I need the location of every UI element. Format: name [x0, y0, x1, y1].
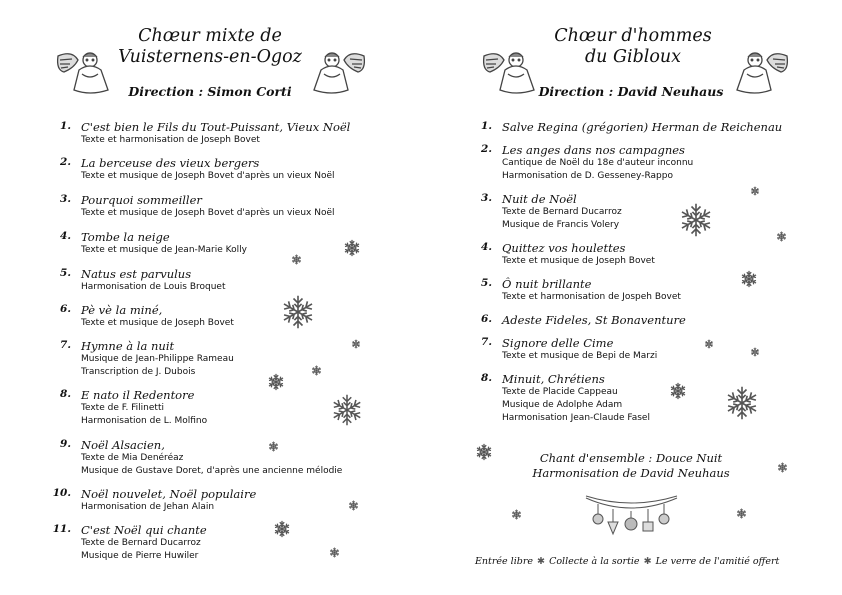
snowflake-icon [475, 443, 493, 465]
snowflake-icon [343, 239, 361, 261]
footer-apero: Le verre de l'amitié offert [655, 556, 780, 567]
snowflake-icon [776, 227, 787, 246]
piece-credit: Texte de F. Filinetti [81, 403, 164, 413]
piece-title: Pè vè la miné, [81, 303, 163, 317]
piece-credit: Musique de Francis Volery [502, 220, 620, 230]
conductor: Direction : David Neuhaus [538, 84, 724, 99]
snowflake-icon [351, 334, 361, 353]
footer-collection: Collecte à la sortie [549, 556, 640, 567]
item-number: 11. [52, 523, 71, 535]
piece-credit: Texte de Mia Denéréaz [81, 453, 184, 463]
snowflake-icon [740, 270, 758, 292]
item-number: 1. [481, 120, 492, 132]
snowflake-icon [777, 458, 788, 477]
item-number: 8. [481, 372, 492, 384]
ensemble-song [501, 451, 761, 481]
snowflake-icon [511, 505, 522, 524]
piece-title: E nato il Redentore [81, 388, 195, 402]
program-item [48, 303, 388, 330]
program-item [48, 193, 388, 220]
piece-title: C'est bien le Fils du Tout-Puissant, Vieux Noël [81, 120, 351, 134]
piece-credit: Texte et harmonisation de Jospeh Bovet [502, 292, 681, 302]
program-item [48, 230, 388, 257]
program-item [48, 438, 388, 478]
piece-title: Signore delle Cime [502, 336, 614, 350]
choir-title-line2: Vuisternens-en-Ogoz [118, 47, 302, 67]
snowflake-icon [330, 393, 364, 431]
snowflake-icon [750, 181, 760, 200]
snowflake-icon [669, 382, 687, 404]
program-item [469, 241, 809, 268]
piece-credit: Texte de Placide Cappeau [502, 387, 618, 397]
piece-title: Natus est parvulus [81, 267, 192, 281]
program-item [48, 120, 388, 147]
snowflake-icon [750, 342, 760, 361]
snowflake-icon: ✱ [537, 556, 546, 567]
piece-credit: Texte et musique de Joseph Bovet [502, 256, 655, 266]
item-number: 8. [60, 388, 71, 400]
item-number: 5. [60, 267, 71, 279]
choir-title [100, 26, 320, 68]
garland-icon [584, 492, 679, 540]
snowflake-icon [311, 361, 322, 380]
snowflake-icon [291, 250, 302, 269]
piece-title: Salve Regina (grégorien) Herman de Reichenau [502, 120, 783, 134]
ensemble-title: Chant d'ensemble : Douce Nuit [539, 451, 723, 465]
piece-credit: Texte et musique de Bepi de Marzi [502, 351, 658, 361]
piece-title: Adeste Fideles, St Bonaventure [502, 313, 686, 327]
piece-credit: Musique de Adolphe Adam [502, 400, 623, 410]
piece-title: Noël Alsacien, [81, 438, 165, 452]
snowflake-icon: ✱ [643, 556, 652, 567]
choir-title-line1: Chœur d'hommes [554, 26, 712, 46]
program-item [469, 143, 809, 183]
choir-title-line2: du Gibloux [584, 47, 682, 67]
snowflake-icon [280, 294, 316, 334]
piece-credit: Musique de Jean-Philippe Rameau [81, 354, 234, 364]
ensemble-arrangement: Harmonisation de David Neuhaus [532, 466, 730, 480]
conductor: Direction : Simon Corti [128, 84, 292, 99]
item-number: 6. [481, 313, 492, 325]
snowflake-icon [724, 385, 760, 425]
footer-free-entry: Entrée libre [475, 556, 533, 567]
piece-credit: Texte et musique de Joseph Bovet [81, 318, 234, 328]
item-number: 5. [481, 277, 492, 289]
piece-title: Nuit de Noël [502, 192, 577, 206]
item-number: 4. [60, 230, 71, 242]
piece-credit: Harmonisation de D. Gesseney-Rappo [502, 171, 673, 181]
snowflake-icon [348, 496, 359, 515]
piece-credit: Cantique de Noël du 18e d'auteur inconnu [502, 158, 694, 168]
item-number: 1. [60, 120, 71, 132]
snowflake-icon [678, 202, 714, 242]
item-number: 10. [52, 487, 71, 499]
piece-title: Ô nuit brillante [502, 277, 592, 291]
piece-credit: Musique de Pierre Huwiler [81, 551, 199, 561]
right-page [421, 0, 842, 595]
piece-credit: Texte et musique de Jean-Marie Kolly [81, 245, 247, 255]
choir-title-line1: Chœur mixte de [138, 26, 282, 46]
piece-title: Les anges dans nos campagnes [502, 143, 685, 157]
item-number: 4. [481, 241, 492, 253]
choir-title [533, 26, 733, 68]
piece-credit: Texte et musique de Joseph Bovet d'après un vieux Noël [81, 208, 335, 218]
program-item [469, 120, 809, 134]
program-item [469, 277, 809, 304]
snowflake-icon [704, 334, 714, 353]
piece-credit: Texte de Bernard Ducarroz [502, 207, 622, 217]
item-number: 2. [481, 143, 492, 155]
footer-info [475, 556, 779, 567]
piece-credit: Texte et musique de Joseph Bovet d'après un vieux Noël [81, 171, 335, 181]
piece-title: Noël nouvelet, Noël populaire [81, 487, 257, 501]
program-item [48, 156, 388, 183]
program-item [48, 267, 388, 294]
program-item [469, 313, 809, 327]
piece-credit: Texte et harmonisation de Joseph Bovet [81, 135, 260, 145]
program-item [48, 487, 388, 514]
program-list [469, 120, 809, 425]
program-list [48, 120, 388, 563]
piece-credit: Harmonisation de L. Molfino [81, 416, 208, 426]
snowflake-icon [329, 543, 340, 562]
item-number: 6. [60, 303, 71, 315]
snowflake-icon [273, 520, 291, 542]
piece-title: Hymne à la nuit [81, 339, 175, 353]
program-item [48, 339, 388, 379]
item-number: 3. [60, 193, 71, 205]
item-number: 3. [481, 192, 492, 204]
item-number: 9. [60, 438, 71, 450]
snowflake-icon [736, 504, 747, 523]
snowflake-icon [268, 437, 279, 456]
piece-credit: Transcription de J. Dubois [81, 367, 196, 377]
piece-title: Tombe la neige [81, 230, 170, 244]
piece-title: Pourquoi sommeiller [81, 193, 202, 207]
piece-title: La berceuse des vieux bergers [81, 156, 260, 170]
piece-title: Minuit, Chrétiens [502, 372, 605, 386]
item-number: 2. [60, 156, 71, 168]
piece-title: C'est Noël qui chante [81, 523, 207, 537]
piece-credit: Texte de Bernard Ducarroz [81, 538, 201, 548]
item-number: 7. [60, 339, 71, 351]
piece-credit: Harmonisation de Jehan Alain [81, 502, 215, 512]
piece-credit: Harmonisation de Louis Broquet [81, 282, 226, 292]
piece-credit: Harmonisation Jean-Claude Fasel [502, 413, 650, 423]
piece-title: Quittez vos houlettes [502, 241, 626, 255]
item-number: 7. [481, 336, 492, 348]
piece-credit: Musique de Gustave Doret, d'après une ancienne mélodie [81, 466, 343, 476]
snowflake-icon [267, 373, 285, 395]
